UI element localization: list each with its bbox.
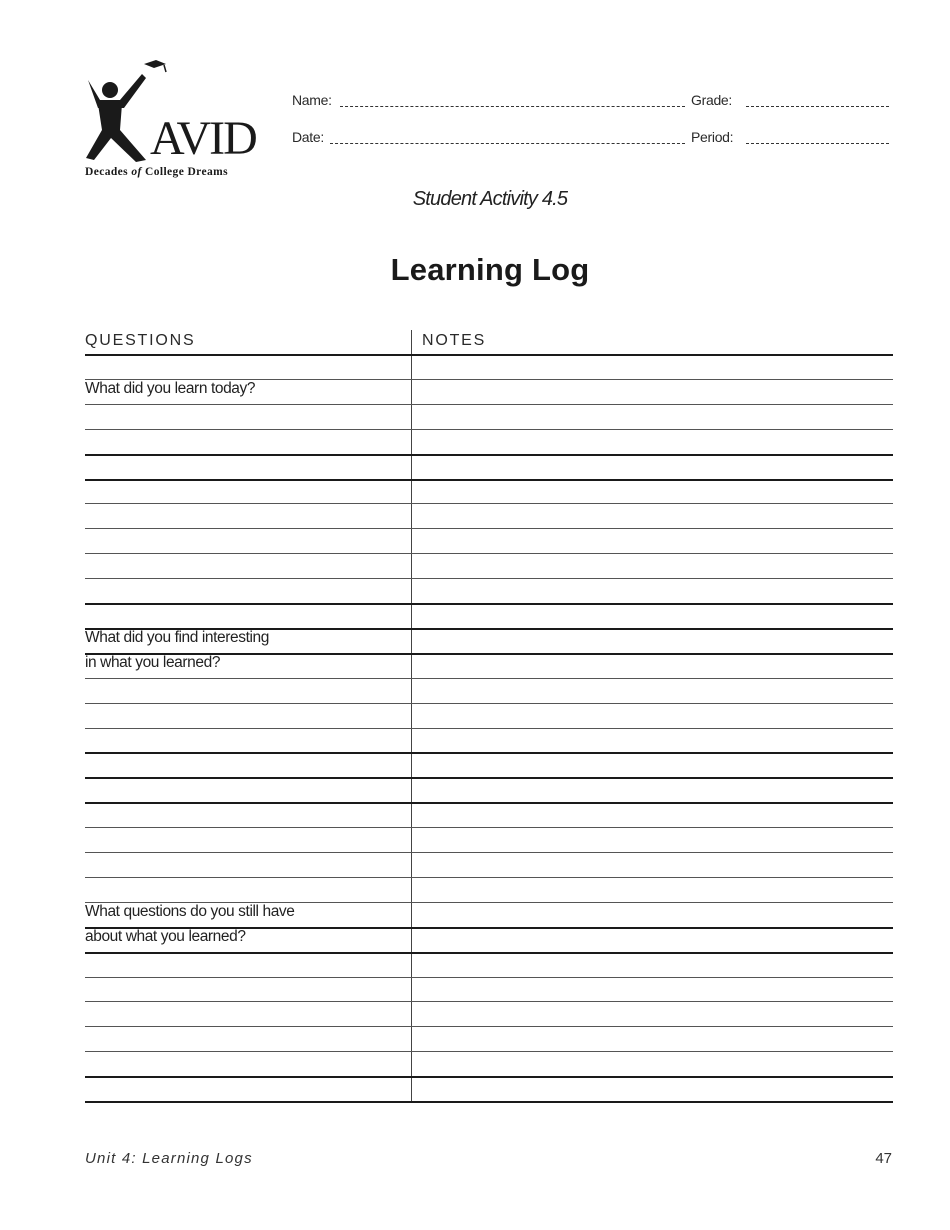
writing-line bbox=[85, 578, 893, 579]
avid-wordmark: AVID bbox=[150, 112, 256, 165]
writing-line bbox=[85, 752, 893, 754]
writing-line bbox=[85, 404, 893, 405]
question-still-have-line1: What questions do you still have bbox=[85, 903, 295, 920]
question-still-have-line2: about what you learned? bbox=[85, 928, 246, 945]
grade-label: Grade: bbox=[691, 92, 732, 108]
writing-line bbox=[85, 1051, 893, 1052]
writing-line bbox=[85, 603, 893, 605]
notes-column-header: NOTES bbox=[422, 332, 487, 349]
writing-line bbox=[85, 852, 893, 853]
writing-line bbox=[85, 827, 893, 828]
date-label: Date: bbox=[292, 129, 324, 145]
avid-logo bbox=[84, 60, 284, 185]
writing-line bbox=[85, 528, 893, 529]
writing-line bbox=[85, 503, 893, 504]
question-learned: What did you learn today? bbox=[85, 380, 256, 397]
writing-line bbox=[85, 877, 893, 878]
grade-field[interactable] bbox=[746, 106, 889, 107]
writing-line bbox=[85, 678, 893, 679]
writing-line bbox=[85, 1001, 893, 1002]
writing-line bbox=[85, 802, 893, 804]
questions-column-header: QUESTIONS bbox=[85, 332, 196, 349]
writing-line bbox=[85, 777, 893, 779]
column-divider bbox=[411, 330, 412, 1101]
question-interesting-line1: What did you find interesting bbox=[85, 629, 269, 646]
date-field[interactable] bbox=[330, 143, 685, 144]
name-field[interactable] bbox=[340, 106, 685, 107]
writing-line bbox=[85, 1076, 893, 1078]
writing-line bbox=[85, 454, 893, 456]
writing-line bbox=[85, 977, 893, 978]
name-label: Name: bbox=[292, 92, 332, 108]
writing-line bbox=[85, 952, 893, 954]
footer-unit-label: Unit 4: Learning Logs bbox=[85, 1150, 253, 1167]
writing-line bbox=[85, 354, 893, 356]
writing-line bbox=[85, 703, 893, 704]
page-number: 47 bbox=[875, 1150, 892, 1167]
writing-line bbox=[85, 429, 893, 430]
logo-tagline: Decades of College Dreams bbox=[85, 166, 228, 178]
period-label: Period: bbox=[691, 129, 734, 145]
activity-subtitle: Student Activity 4.5 bbox=[412, 188, 568, 210]
writing-line bbox=[85, 728, 893, 729]
writing-line bbox=[85, 479, 893, 481]
period-field[interactable] bbox=[746, 143, 889, 144]
page-title: Learning Log bbox=[390, 252, 590, 287]
writing-line bbox=[85, 553, 893, 554]
writing-line bbox=[85, 1026, 893, 1027]
question-interesting-line2: in what you learned? bbox=[85, 654, 221, 671]
writing-line bbox=[85, 1101, 893, 1103]
